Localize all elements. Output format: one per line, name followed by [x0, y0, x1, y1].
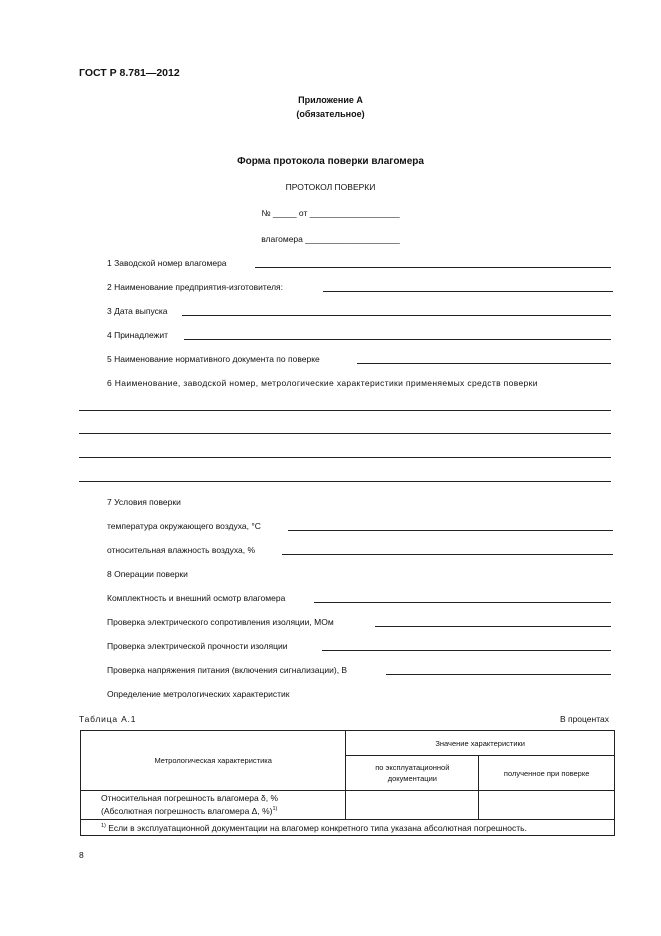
item-serial-number: 1 Заводской номер влагомера: [107, 258, 227, 268]
item-manufacturer: 2 Наименование предприятия-изготовителя:: [107, 282, 284, 292]
table-caption: Таблица А.1: [79, 714, 137, 724]
conditions-title: 7 Условия поверки: [107, 497, 181, 507]
operation-insulation-resistance: Проверка электрического сопротивления изоляции, МОм: [107, 617, 334, 627]
fill-line: [282, 554, 613, 555]
fill-line: [255, 267, 611, 268]
table-row: [81, 791, 346, 820]
fill-line: [79, 457, 611, 458]
item-owner: 4 Принадлежит: [107, 330, 168, 340]
doc-code: ГОСТ Р 8.781—2012: [79, 67, 180, 79]
fill-line: [79, 410, 611, 411]
fill-line: [375, 626, 611, 627]
condition-humidity: относительная влажность воздуха, %: [107, 545, 256, 555]
header-characteristic: Метрологическая характеристика: [81, 731, 346, 791]
row-absolute-error: (Абсолютная погрешность влагомера Δ, %)$^{1)}$: [101, 805, 278, 816]
header-documentation: по эксплуатационной документации: [346, 756, 479, 791]
footnote-mark: 1): [101, 822, 106, 829]
form-title: Форма протокола поверки влагомера: [237, 156, 424, 167]
protocol-number: № _____ от ___________________: [261, 208, 400, 218]
fill-line: [79, 433, 611, 434]
table-units: В процентах: [559, 714, 609, 724]
item-verification-tools: 6 Наименование, заводской номер, метрологические характеристики применяемых средств поверки: [107, 378, 538, 388]
cell-documentation-value: [346, 791, 479, 820]
fill-line: [357, 363, 611, 364]
operation-inspection: Комплектность и внешний осмотр влагомера: [107, 593, 286, 603]
operation-insulation-strength: Проверка электрической прочности изоляции: [107, 641, 288, 651]
header-value: Значение характеристики: [346, 731, 615, 756]
fill-line: [79, 481, 611, 482]
fill-line: [314, 602, 611, 603]
operation-metrology: Определение метрологических характеристик: [107, 689, 290, 699]
fill-line: [323, 291, 613, 292]
protocol-device: влагомера ____________________: [261, 234, 400, 244]
condition-temperature: температура окружающего воздуха, °С: [107, 521, 261, 531]
appendix-subtitle: (обязательное): [296, 109, 365, 119]
footnote-ref: 1): [272, 806, 278, 813]
appendix-title: Приложение А: [298, 95, 363, 105]
fill-line: [322, 650, 611, 651]
fill-line: [288, 530, 613, 531]
metrology-table: [80, 730, 615, 836]
item-normative-document: 5 Наименование нормативного документа по поверке: [107, 354, 320, 364]
protocol-title: ПРОТОКОЛ ПОВЕРКИ: [285, 182, 376, 192]
fill-line: [182, 315, 611, 316]
item-release-date: 3 Дата выпуска: [107, 306, 168, 316]
fill-line: [184, 339, 611, 340]
row-relative-error: Относительная погрешность влагомера δ, %: [101, 793, 279, 804]
operations-title: 8 Операции поверки: [107, 569, 188, 579]
page-number: 8: [79, 850, 84, 860]
header-obtained: полученное при поверке: [479, 756, 615, 791]
fill-line: [386, 674, 611, 675]
table-footnote: $^{1)}$ Если в эксплуатационной документации на влагомер конкретного типа указана абсолютная погрешность.: [81, 820, 615, 836]
cell-obtained-value: [479, 791, 615, 820]
operation-supply-voltage: Проверка напряжения питания (включения сигнализации), В: [107, 665, 348, 675]
